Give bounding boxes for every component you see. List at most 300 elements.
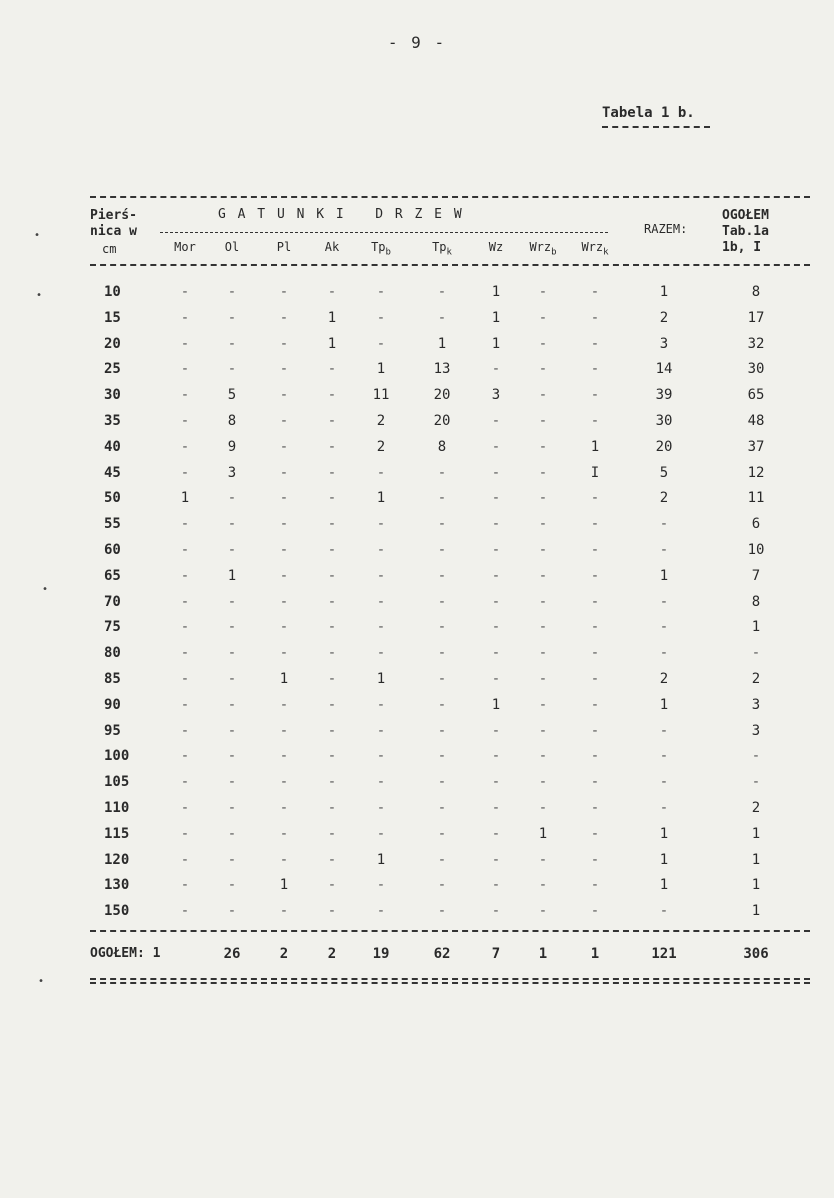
table-row-diameter: 130 [104,877,130,894]
table-cell: - [180,619,190,636]
table-cell: - [327,593,337,610]
table-cell: - [327,877,337,894]
table-row-diameter: 10 [104,284,121,300]
table-cell: 13 [433,361,451,378]
table-cell: 3 [491,387,501,404]
table-cell: - [538,800,548,816]
table-cell: - [279,438,289,455]
table-cell: - [180,387,190,404]
table-cell: - [437,490,447,507]
table-cell: - [491,645,501,662]
table-row-diameter: 115 [104,825,130,842]
table-cell: 5 [659,464,669,481]
table-row-diameter: 110 [104,800,130,816]
table-cell: - [491,671,501,687]
table-cell: 1 [279,877,289,894]
totals-cell: 306 [743,946,769,962]
species-header-cell [312,240,352,254]
species-header-cell [361,240,401,257]
table-cell: 1 [180,490,190,507]
table-cell: 2 [659,671,669,687]
table-cell: - [376,593,386,610]
table-cell: 48 [747,413,765,429]
table-cell: - [180,722,190,739]
page-number: - 9 - [387,33,447,52]
table-cell: - [491,774,501,791]
table-cell: 3 [751,722,761,739]
table-cell: - [180,696,190,713]
table-cell: 2 [376,438,386,455]
table-cell: - [538,413,548,429]
table-row-diameter: 70 [104,593,121,610]
table-cell: - [376,567,386,584]
table-cell: - [279,800,289,816]
table-cell: - [491,825,501,842]
table-cell: - [279,619,289,636]
table-cell: - [180,593,190,610]
table-cell: - [538,516,548,533]
table-cell: - [227,696,237,713]
table-cell: - [327,722,337,739]
table-row-diameter: 90 [104,696,121,713]
table-row-diameter: 40 [104,438,121,455]
species-header-sub: b [385,247,391,258]
table-row-diameter: 50 [104,490,121,507]
table-cell: - [538,645,548,662]
table-cell: - [227,748,237,765]
table-cell: - [327,645,337,662]
table-cell: - [180,413,190,429]
table-cell: - [180,567,190,584]
table-cell: 2 [751,800,761,816]
table-cell: - [180,542,190,558]
table-cell: 1 [659,825,669,842]
table-cell: - [590,696,600,713]
table-cell: - [538,361,548,378]
table-cell: - [590,335,600,352]
table-row-diameter: 150 [104,903,130,920]
table-cell: - [279,774,289,791]
species-header-cell [476,240,516,254]
table-cell: 2 [376,413,386,429]
table-cell: - [327,284,337,300]
table-cell: - [279,335,289,352]
species-header-main: Ol [224,240,240,254]
table-cell: - [279,516,289,533]
table-cell: - [437,851,447,868]
table-cell: - [376,516,386,533]
header-col0-line1: Pierś- [90,208,137,223]
table-cell: - [327,671,337,687]
species-header-main: Pl [276,240,292,254]
table-label-underline [602,126,710,128]
table-cell: - [659,748,669,765]
totals-label: OGOŁEM: 1 [90,946,161,961]
table-cell: 1 [376,851,386,868]
table-cell: - [376,800,386,816]
table-cell: - [327,387,337,404]
table-cell: - [279,593,289,610]
table-cell: 1 [751,877,761,894]
species-header-sub: b [551,247,557,258]
table-cell: - [227,903,237,920]
table-cell: 1 [491,696,501,713]
table-cell: - [538,903,548,920]
top-rule [90,196,810,198]
table-cell: - [437,516,447,533]
table-cell: 1 [659,877,669,894]
species-header-main: Wrz [581,240,604,254]
table-row-diameter: 15 [104,309,121,326]
table-cell: - [279,413,289,429]
table-cell: - [491,903,501,920]
table-cell: - [227,800,237,816]
totals-cell: 1 [538,946,548,962]
table-cell: - [327,413,337,429]
table-cell: - [590,619,600,636]
table-cell: - [279,464,289,481]
table-cell: - [437,542,447,558]
table-cell: - [659,903,669,920]
table-cell: 7 [751,567,761,584]
table-cell: - [538,593,548,610]
table-cell: - [590,361,600,378]
table-cell: 1 [659,696,669,713]
table-cell: - [590,800,600,816]
table-cell: 1 [327,335,337,352]
table-cell: - [538,877,548,894]
margin-mark: • [38,976,45,987]
table-cell: - [491,593,501,610]
table-cell: - [227,722,237,739]
table-cell: - [590,748,600,765]
table-cell: 1 [659,284,669,300]
table-cell: - [590,825,600,842]
species-header-cell [165,240,205,254]
table-cell: 17 [747,309,765,326]
table-cell: - [538,851,548,868]
table-row-diameter: 95 [104,722,121,739]
table-cell: - [538,438,548,455]
table-cell: - [180,309,190,326]
table-cell: - [590,774,600,791]
table-cell: - [590,645,600,662]
table-cell: - [327,851,337,868]
table-cell: - [279,542,289,558]
table-row-diameter: 45 [104,464,121,481]
table-cell: - [437,593,447,610]
table-cell: - [227,309,237,326]
table-cell: - [538,567,548,584]
table-cell: - [227,284,237,300]
table-cell: - [437,825,447,842]
species-header-main: Tp [432,240,447,254]
table-cell: - [538,748,548,765]
table-cell: - [227,516,237,533]
table-cell: - [279,722,289,739]
table-cell: - [659,619,669,636]
table-cell: 11 [747,490,765,507]
table-cell: - [227,645,237,662]
table-cell: - [491,438,501,455]
table-cell: - [659,516,669,533]
table-cell: - [437,567,447,584]
table-cell: - [538,619,548,636]
totals-cell: 26 [223,946,241,962]
table-cell: 14 [655,361,673,378]
table-cell: - [180,851,190,868]
table-cell: - [538,542,548,558]
table-cell: - [227,542,237,558]
table-cell: - [437,464,447,481]
table-cell: - [180,361,190,378]
table-cell: - [437,671,447,687]
table-cell: - [376,284,386,300]
table-cell: 3 [751,696,761,713]
table-cell: - [376,335,386,352]
table-cell: - [227,825,237,842]
table-cell: - [327,696,337,713]
margin-mark: • [36,290,43,301]
table-cell: - [180,671,190,687]
table-cell: 8 [751,593,761,610]
table-cell: 32 [747,335,765,352]
table-row-diameter: 35 [104,413,121,429]
species-header-cell [212,240,252,254]
table-cell: 8 [227,413,237,429]
species-header-main: Tp [371,240,386,254]
table-cell: - [376,696,386,713]
table-cell: - [659,722,669,739]
table-cell: - [279,903,289,920]
table-cell: 1 [659,851,669,868]
table-cell: - [538,284,548,300]
table-cell: - [279,748,289,765]
table-cell: - [279,309,289,326]
table-cell: - [327,542,337,558]
table-cell: - [538,696,548,713]
table-cell: - [327,825,337,842]
table-cell: - [227,851,237,868]
totals-cell: 1 [590,946,600,962]
header-group-rule [160,232,608,233]
table-cell: - [327,774,337,791]
table-cell: - [376,464,386,481]
table-cell: - [590,516,600,533]
table-cell: 2 [659,490,669,507]
table-cell: - [590,671,600,687]
species-header-cell [575,240,615,257]
totals-cell: 7 [491,946,501,962]
table-cell: - [538,722,548,739]
table-cell: - [590,877,600,894]
table-cell: - [538,774,548,791]
table-cell: - [227,490,237,507]
table-cell: - [180,877,190,894]
table-cell: - [491,877,501,894]
table-cell: - [376,722,386,739]
table-cell: - [590,542,600,558]
table-cell: - [437,722,447,739]
table-cell: - [327,619,337,636]
table-cell: - [227,619,237,636]
table-cell: - [437,800,447,816]
table-cell: - [538,671,548,687]
table-cell: - [327,516,337,533]
table-label: Tabela 1 b. [602,105,695,121]
table-cell: 1 [751,903,761,920]
table-cell: 8 [437,438,447,455]
species-header-main: Wrz [529,240,552,254]
table-cell: 3 [227,464,237,481]
table-cell: - [376,903,386,920]
totals-cell: 62 [433,946,451,962]
table-cell: - [437,284,447,300]
table-cell: I [590,464,600,481]
table-cell: 20 [433,413,451,429]
table-cell: - [180,748,190,765]
table-cell: - [590,413,600,429]
table-cell: - [491,619,501,636]
table-cell: - [590,851,600,868]
totals-cell: 2 [279,946,289,962]
table-cell: 1 [491,309,501,326]
header-bottom-rule [90,264,810,266]
table-cell: - [227,774,237,791]
table-cell: - [659,800,669,816]
table-row-diameter: 65 [104,567,121,584]
table-cell: 1 [437,335,447,352]
table-cell: - [180,284,190,300]
table-cell: - [590,309,600,326]
totals-cell: 19 [372,946,390,962]
margin-mark: • [34,230,41,241]
table-cell: - [279,284,289,300]
table-cell: - [227,671,237,687]
table-cell: - [437,645,447,662]
table-cell: 1 [376,361,386,378]
species-header-main: Mor [174,240,196,254]
table-cell: - [437,696,447,713]
table-cell: - [491,361,501,378]
table-cell: - [327,490,337,507]
table-cell: - [376,619,386,636]
table-cell: 39 [655,387,673,404]
table-cell: 37 [747,438,765,455]
table-cell: - [327,438,337,455]
table-row-diameter: 100 [104,748,130,765]
header-razem: RAZEM: [644,222,688,236]
table-cell: - [327,800,337,816]
table-cell: - [751,748,761,765]
table-row-diameter: 25 [104,361,121,378]
table-cell: - [180,335,190,352]
table-cell: 65 [747,387,765,404]
table-cell: - [279,851,289,868]
header-ogolem-line1: OGOŁEM [722,208,769,223]
table-cell: - [437,903,447,920]
species-header-cell [264,240,304,254]
totals-top-rule [90,930,810,932]
table-cell: 1 [227,567,237,584]
table-cell: - [180,464,190,481]
table-cell: - [538,309,548,326]
table-cell: - [327,903,337,920]
header-col0-line2: nica w [90,224,137,239]
table-row-diameter: 60 [104,542,121,558]
table-cell: - [590,903,600,920]
totals-cell: 121 [651,946,677,962]
table-cell: - [376,542,386,558]
species-header-cell [523,240,563,257]
table-cell: - [590,284,600,300]
header-ogolem-line3: 1b, I [722,240,762,255]
table-cell: - [180,438,190,455]
table-cell: - [590,593,600,610]
table-cell: - [437,309,447,326]
table-cell: 11 [372,387,390,404]
table-cell: 5 [227,387,237,404]
table-cell: - [491,490,501,507]
table-cell: 1 [491,284,501,300]
species-header-main: Wz [488,240,504,254]
species-header-sub: k [446,247,452,258]
table-cell: - [180,774,190,791]
species-header-sub: k [603,247,609,258]
table-cell: - [659,542,669,558]
table-cell: - [538,464,548,481]
totals-bottom-rule [90,978,810,984]
table-cell: - [538,335,548,352]
table-cell: - [376,877,386,894]
table-cell: - [376,309,386,326]
table-cell: - [491,851,501,868]
table-cell: - [491,800,501,816]
table-cell: 1 [751,619,761,636]
species-header-main: Ak [324,240,340,254]
table-cell: 30 [747,361,765,378]
table-cell: - [751,774,761,791]
table-cell: 1 [279,671,289,687]
table-cell: 1 [538,825,548,842]
species-header-cell [422,240,462,257]
table-cell: - [227,877,237,894]
table-cell: - [327,748,337,765]
table-cell: 10 [747,542,765,558]
table-cell: - [491,567,501,584]
table-cell: - [491,542,501,558]
table-cell: 20 [433,387,451,404]
table-cell: - [227,335,237,352]
table-cell: - [376,748,386,765]
table-cell: - [491,413,501,429]
table-cell: - [376,774,386,791]
table-cell: - [491,722,501,739]
table-cell: 1 [751,825,761,842]
table-cell: - [279,361,289,378]
table-cell: - [538,387,548,404]
table-cell: 6 [751,516,761,533]
table-cell: - [180,800,190,816]
table-row-diameter: 55 [104,516,121,533]
table-cell: 1 [590,438,600,455]
table-cell: - [590,567,600,584]
table-cell: 1 [376,490,386,507]
table-cell: 1 [376,671,386,687]
table-cell: 12 [747,464,765,481]
table-cell: 8 [751,284,761,300]
table-cell: - [491,516,501,533]
